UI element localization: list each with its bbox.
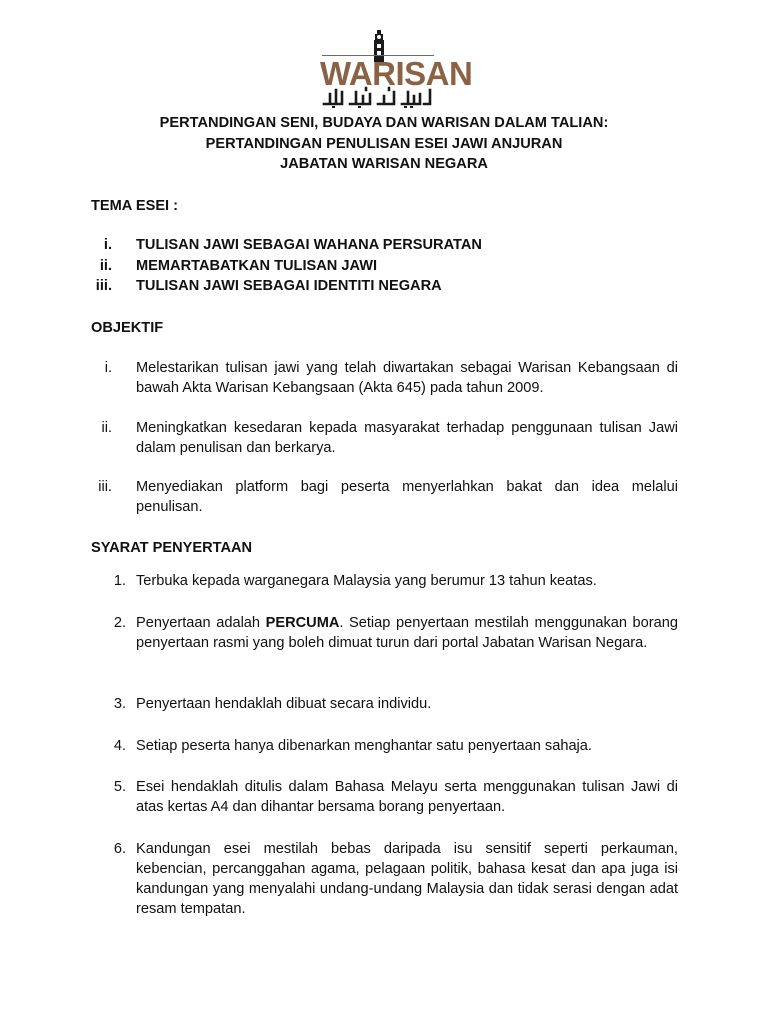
syarat-item-number: 1. (113, 573, 126, 589)
tema-heading: TEMA ESEI : (91, 198, 179, 214)
syarat-item-text-pre: Penyertaan adalah (136, 615, 266, 631)
warisan-logo (318, 30, 473, 110)
objektif-item-number: ii. (101, 420, 112, 436)
syarat-item-text: Penyertaan hendaklah dibuat secara individu. (136, 696, 432, 712)
syarat-item-text: Terbuka kepada warganegara Malaysia yang berumur 13 tahun keatas. (136, 573, 597, 589)
tema-item-text: TULISAN JAWI SEBAGAI WAHANA PERSURATAN (136, 237, 482, 253)
syarat-item-number: 2. (113, 615, 126, 631)
objektif-item-number: i. (104, 360, 112, 376)
objektif-heading: OBJEKTIF (91, 320, 164, 336)
logo-wordmark: WARISAN (320, 55, 473, 92)
syarat-heading: SYARAT PENYERTAAN (91, 540, 253, 556)
document-title-line-1: PERTANDINGAN SENI, BUDAYA DAN WARISAN DALAM TALIAN: (159, 115, 609, 131)
objektif-item-text: Meningkatkan kesedaran kepada masyarakat terhadap penggunaan tulisan Jawi dalam penulisan dan berkarya. (136, 420, 678, 456)
syarat-item-number: 6. (113, 841, 126, 857)
tema-item-number: ii. (99, 258, 112, 274)
tema-item-text: TULISAN JAWI SEBAGAI IDENTITI NEGARA (136, 278, 442, 294)
syarat-item-text-post: . Setiap penyertaan mestilah menggunakan borang penyertaan rasmi yang boleh dimuat turun dari portal Jabatan Warisan Negara. (136, 615, 678, 651)
tema-item-number: iii. (95, 278, 112, 294)
objektif-item-text: Menyediakan platform bagi peserta menyerlahkan bakat dan idea melalui penulisan. (136, 479, 678, 515)
objektif-item-number: iii. (98, 479, 112, 495)
syarat-item-number: 5. (113, 779, 126, 795)
syarat-item-number: 3. (113, 696, 126, 712)
syarat-item-number: 4. (113, 738, 126, 754)
syarat-item-text: Setiap peserta hanya dibenarkan menghantar satu penyertaan sahaja. (136, 738, 592, 754)
logo-jawi-script (320, 86, 434, 108)
syarat-item-text: Kandungan esei mestilah bebas daripada isu sensitif seperti perkauman, kebencian, percanggahan agama, pelagaan politik, bahasa kesat dan apa juga isi kandungan yang menyalahi undang-undang Malaysia dan tidak serasi dengan adat resam tempatan. (136, 841, 678, 917)
tema-item-number: i. (103, 237, 112, 253)
document-title-line-2: PERTANDINGAN PENULISAN ESEI JAWI ANJURAN (205, 136, 563, 152)
syarat-item-text: Esei hendaklah ditulis dalam Bahasa Melayu serta menggunakan tulisan Jawi di atas kertas A4 dan dihantar bersama borang penyertaan. (136, 779, 678, 815)
objektif-item-text: Melestarikan tulisan jawi yang telah diwartakan sebagai Warisan Kebangsaan di bawah Akta Warisan Kebangsaan (Akta 645) pada tahun 2009. (136, 360, 678, 396)
percuma-emphasis: PERCUMA (265, 615, 340, 631)
tema-item-text: MEMARTABATKAN TULISAN JAWI (136, 258, 378, 274)
syarat-item-text (136, 613, 678, 653)
document-title-line-3: JABATAN WARISAN NEGARA (280, 156, 488, 172)
